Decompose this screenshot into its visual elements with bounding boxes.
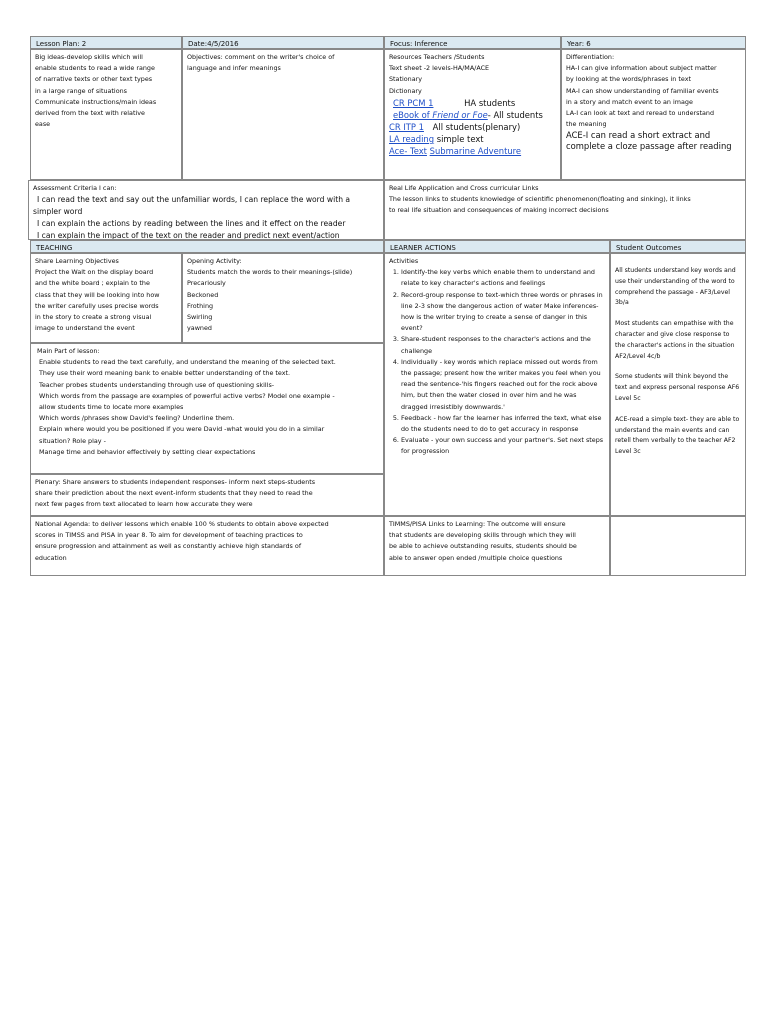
main-part-line: situation? Role play - xyxy=(39,436,106,445)
differentiation-line: HA-I can give information about subject matter xyxy=(566,64,717,73)
cr-itp-audience: All students(plenary) xyxy=(432,121,521,132)
differentiation-cell xyxy=(561,49,746,180)
ace-prefix-link[interactable]: Ace- xyxy=(389,145,411,156)
opening-word: yawned xyxy=(187,324,212,333)
real-life-cell xyxy=(384,180,746,240)
share-line: class that they will be looking into how xyxy=(35,290,160,299)
activity-text: 3. Share-student responses to the character's actions and the challenge xyxy=(401,335,591,355)
differentiation-line: complete a cloze passage after reading xyxy=(566,141,732,152)
assessment-line: simpler word xyxy=(33,207,83,216)
activity-text: 4. Individually - key words which replace missed out words from the passage; present how the writer makes you feel when you read the sentence-'his fingers reached out for the rock above him, but then the water closed in over him and he was dragged irresistibly downwards.' xyxy=(401,357,601,411)
main-part-line: Which words /phrases show David's feeling? Underline them. xyxy=(39,414,235,423)
differentiation-line: Differentiation: xyxy=(566,53,615,61)
activity-item xyxy=(401,334,605,356)
empty-cell xyxy=(610,516,746,576)
activities-list xyxy=(389,267,605,457)
year-label: Year: 6 xyxy=(567,40,591,48)
lesson-plan-label: Lesson Plan: 2 xyxy=(36,40,87,48)
objectives-line: Objectives: comment on the writer's choice of xyxy=(187,53,335,61)
real-life-line: to real life situation and consequences of making incorrect decisions xyxy=(389,206,609,215)
year-header xyxy=(561,36,746,49)
outcome-item: Some students will think beyond the text and express personal response AF6 Level 5c xyxy=(615,373,740,402)
big-ideas-line: enable students to read a wide range xyxy=(35,64,155,73)
submarine-adventure-link[interactable]: Submarine Adventure xyxy=(429,145,522,156)
share-line: Project the Walt on the display board xyxy=(35,268,154,277)
ace-text-link[interactable]: Text xyxy=(410,145,427,156)
plenary-cell xyxy=(30,474,384,516)
differentiation-line: ACE-I can read a short extract and xyxy=(566,130,711,141)
differentiation-line: the meaning xyxy=(566,120,607,129)
main-part-line: Teacher probes students understanding through use of questioning skills- xyxy=(39,380,275,389)
assessment-line: I can read the text and say out the unfamiliar words, I can replace the word with a xyxy=(37,195,351,204)
main-part-line: Manage time and behavior effectively by setting clear expectations xyxy=(39,447,256,456)
resources-line: Resources Teachers /Students xyxy=(389,53,485,61)
share-objectives-cell xyxy=(30,253,182,343)
differentiation-line: by looking at the words/phrases in text xyxy=(566,75,691,84)
main-part-line: Enable students to read the text carefully, and understand the meaning of the selected text. xyxy=(39,358,336,367)
share-line: in the story to create a strong visual xyxy=(35,313,152,322)
focus-label: Focus: Inference xyxy=(390,40,448,48)
plenary-line: next few pages from text allocated to learn how accurate they were xyxy=(35,500,253,509)
timms-line: able to answer open ended /multiple choice questions xyxy=(389,553,563,562)
opening-word: Precariously xyxy=(187,279,226,288)
big-ideas-line: in a large range of situations xyxy=(35,86,127,95)
opening-word: Frothing xyxy=(187,301,214,310)
student-outcomes-label: Student Outcomes xyxy=(616,244,682,252)
main-part-line: Which words from the passage are examples of powerful active verbs? Model one example - xyxy=(39,391,335,400)
big-ideas-line: ease xyxy=(35,120,51,129)
national-agenda-line: ensure progression and attainment as well as constantly achieve high standards of xyxy=(35,542,302,551)
main-part-line: They use their word meaning bank to enable better understanding of the text. xyxy=(39,369,291,378)
activity-item xyxy=(401,267,605,289)
ebook-title-link[interactable]: Friend or Foe xyxy=(432,109,488,120)
opening-activity-cell xyxy=(182,253,384,343)
big-ideas-line: Communicate instructions/main ideas xyxy=(35,97,157,106)
timms-line: be able to achieve outstanding results, students should be xyxy=(389,542,577,551)
opening-word: Beckoned xyxy=(187,290,219,299)
la-reading-link[interactable]: LA reading xyxy=(389,133,435,144)
focus-header xyxy=(384,36,561,49)
learner-actions-cell xyxy=(384,253,610,516)
teaching-header xyxy=(30,240,384,253)
learner-actions-label: LEARNER ACTIONS xyxy=(390,244,456,252)
activities-title: Activities xyxy=(389,257,419,265)
activity-text: 5. Feedback - how far the learner has inferred the text, what else do the students need to do to get accuracy in response xyxy=(401,413,602,434)
national-agenda-line: scores in TIMSS and PISA in year 8. To aim for development of teaching practices to xyxy=(35,531,303,540)
resources-line: Dictionary xyxy=(389,86,422,95)
resources-line: Text sheet -2 levels-HA/MA/ACE xyxy=(389,64,490,73)
activity-text: 1. Identify-the key verbs which enable them to understand and relate to key character's actions and feelings xyxy=(401,268,595,288)
share-line: image to understand the event xyxy=(35,324,135,333)
outcome-item: ACE-read a simple text- they are able to understand the main events and can retell them verbally to the teacher AF2 Level 3c xyxy=(615,415,740,456)
big-ideas-cell xyxy=(30,49,182,180)
ebook-row xyxy=(389,109,556,121)
resources-cell xyxy=(384,49,561,180)
ebook-audience: - All students xyxy=(487,109,543,120)
assessment-criteria-cell xyxy=(28,180,384,240)
national-agenda-line: National Agenda: to deliver lessons which enable 100 % students to obtain above expected xyxy=(35,520,329,528)
timms-line: TIMMS/PISA Links to Learning: The outcome will ensure xyxy=(389,520,566,528)
differentiation-line: MA-I can show understanding of familiar events xyxy=(566,86,719,95)
plenary-line: share their prediction about the next event-inform students that they need to read the xyxy=(35,489,313,498)
cr-pcm-audience: HA students xyxy=(464,97,516,108)
outcome-item: Most students can empathise with the character and give close response to the character's actions in the situation AF2/Level 4c/b xyxy=(615,320,735,360)
real-life-line: The lesson links to students knowledge of scientific phenomenon(floating and sinking), it links xyxy=(389,195,691,204)
student-outcomes-header xyxy=(610,240,746,253)
date-header xyxy=(182,36,384,49)
opening-line: Students match the words to their meanings-(slide) xyxy=(187,268,353,277)
activity-item xyxy=(401,413,605,435)
national-agenda-line: education xyxy=(35,553,67,562)
big-ideas-line: of narrative texts or other text types xyxy=(35,75,153,84)
differentiation-line: in a story and match event to an image xyxy=(566,97,693,106)
objectives-cell xyxy=(182,49,384,180)
outcome-item: All students understand key words and use their understanding of the word to comprehend the passage - AF3/Level 3b/a xyxy=(615,267,736,307)
main-part-cell xyxy=(30,343,384,474)
cr-pcm-link[interactable]: CR PCM 1 xyxy=(393,97,434,108)
activity-text: 6. Evaluate - your own success and your partner's. Set next steps for progression xyxy=(401,436,604,456)
activity-text: 2. Record-group response to text-which three words or phrases in line 2-3 show the dangerous action of water Make inferences-how is the writer trying to create a sense of danger in this event? xyxy=(401,290,603,333)
objectives-line: language and infer meanings xyxy=(187,64,281,73)
activity-item xyxy=(401,435,605,457)
timms-line: that students are developing skills through which they will xyxy=(389,531,576,540)
timms-pisa-cell xyxy=(384,516,610,576)
plenary-line: Plenary: Share answers to students independent responses- inform next steps-students xyxy=(35,478,316,486)
national-agenda-cell xyxy=(30,516,384,576)
opening-word: Swirling xyxy=(187,313,213,322)
ace-row xyxy=(389,145,556,157)
assessment-title: Assessment Criteria I can: xyxy=(33,184,117,192)
ebook-prefix-link[interactable]: eBook of xyxy=(393,109,433,120)
share-line: and the white board ; explain to the xyxy=(35,279,150,288)
la-reading-row xyxy=(389,133,556,145)
assessment-line: I can explain the actions by reading between the lines and it effect on the reader xyxy=(37,219,346,228)
date-label: Date:4/5/2016 xyxy=(188,40,239,48)
main-part-title: Main Part of lesson: xyxy=(37,347,100,355)
resources-line: Stationary xyxy=(389,75,423,84)
opening-line: Opening Activity: xyxy=(187,257,242,265)
lesson-plan-header xyxy=(30,36,182,49)
share-line: the writer carefully uses precise words xyxy=(35,301,159,310)
main-part-line: allow students time to locate more examples xyxy=(39,403,184,412)
student-outcomes-cell xyxy=(610,253,746,516)
activity-item xyxy=(401,357,605,413)
big-ideas-line: derived from the text with relative xyxy=(35,109,145,118)
differentiation-line: LA-I can look at text and reread to understand xyxy=(566,109,715,118)
cr-pcm-row xyxy=(389,97,556,109)
cr-itp-link[interactable]: CR ITP 1 xyxy=(389,121,424,132)
share-line: Share Learning Objectives xyxy=(35,257,119,265)
cr-itp-row xyxy=(389,121,556,133)
la-reading-note: simple text xyxy=(434,133,484,144)
main-part-line: Explain where would you be positioned if you were David -what would you do in a similar xyxy=(39,425,325,434)
activity-item xyxy=(401,290,605,335)
learner-actions-header xyxy=(384,240,610,253)
teaching-label: TEACHING xyxy=(36,244,73,252)
assessment-line: I can explain the impact of the text on the reader and predict next event/action xyxy=(37,231,340,240)
big-ideas-line: Big ideas-develop skills which will xyxy=(35,53,143,61)
real-life-title: Real Life Application and Cross curricular Links xyxy=(389,184,539,192)
